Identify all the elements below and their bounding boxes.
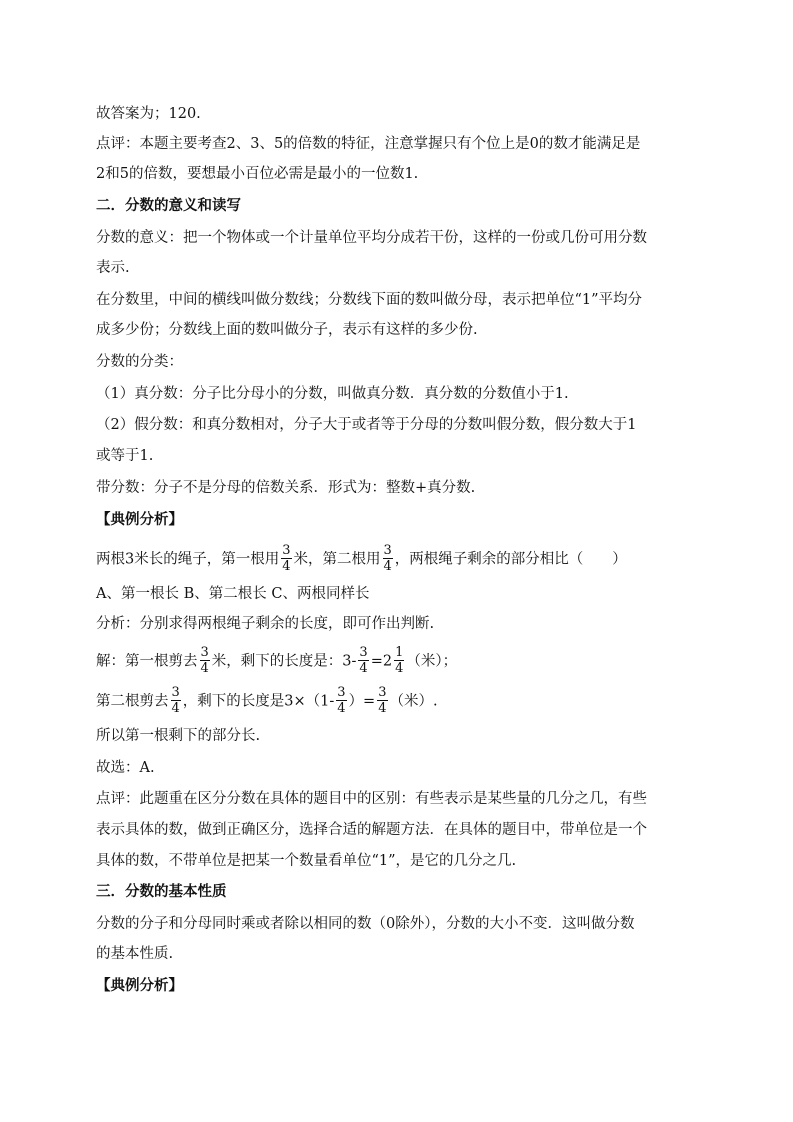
solution-line [96, 646, 706, 677]
fraction-numerator: 3 [359, 645, 368, 660]
comment-line: 表示具体的数，做到正确区分，选择合适的解题方法．在具体的题目中，带单位是一个 [96, 822, 647, 838]
fraction-denominator: 4 [171, 701, 180, 716]
answer-line: 故答案为；120. [96, 106, 201, 122]
example-heading: 【典例分析】 [96, 977, 183, 994]
comment-line: 点评：本题主要考查2、3、5的倍数的特征，注意掌握只有个位上是0的数才能满足是 [96, 136, 641, 152]
text-span: =2 [370, 653, 393, 670]
fraction-numerator: 3 [378, 685, 387, 700]
paragraph-line: 的基本性质. [96, 946, 174, 962]
paragraph-line: 表示. [96, 260, 130, 276]
paragraph-line: 分数的分类： [96, 354, 183, 370]
answer-line: 故选：A. [96, 760, 155, 776]
comment-line: 点评：此题重在区分分数在具体的题目中的区别：有些表示是某些量的几分之几，有些 [96, 791, 647, 807]
text-span: （米）. [389, 693, 438, 710]
question-line [96, 544, 706, 575]
text-span: ，两根绳子剩余的部分相比（ ） [394, 551, 627, 568]
paragraph-line: （2）假分数：和真分数相对，分子大于或者等于分母的分数叫假分数，假分数大于1 [96, 417, 637, 433]
section-heading: 三．分数的基本性质 [96, 883, 227, 900]
fraction-denominator: 4 [200, 661, 209, 676]
paragraph-line: 分数的意义：把一个物体或一个计量单位平均分成若干份，这样的一份或几份可用分数 [96, 230, 647, 246]
paragraph-line: 成多少份；分数线上面的数叫做分子，表示有这样的多少份. [96, 322, 478, 338]
fraction-denominator: 4 [383, 559, 392, 574]
comment-line: 具体的数，不带单位是把某一个数量看单位“1”，是它的几分之几. [96, 853, 517, 869]
fraction [281, 543, 291, 574]
fraction-denominator: 4 [395, 661, 404, 676]
fraction [377, 685, 387, 716]
fraction-denominator: 4 [337, 701, 346, 716]
paragraph-line: （1）真分数：分子比分母小的分数，叫做真分数．真分数的分数值小于1. [96, 386, 569, 402]
text-span: ，剩下的长度是3×（1- [182, 693, 335, 710]
fraction-denominator: 4 [378, 701, 387, 716]
paragraph-line: 分数的分子和分母同时乘或者除以相同的数（0除外），分数的大小不变．这叫做分数 [96, 916, 635, 932]
text-span: （米）； [406, 653, 458, 670]
analysis-line: 分析：分别求得两根绳子剩余的长度，即可作出判断. [96, 616, 435, 632]
comment-line: 2和5的倍数，要想最小百位必需是最小的一位数1. [96, 166, 419, 182]
text-span: 米，第二根用 [293, 551, 381, 568]
fraction-numerator: 1 [395, 645, 404, 660]
fraction-numerator: 3 [383, 543, 392, 558]
fraction [336, 685, 346, 716]
fraction [383, 543, 393, 574]
fraction-denominator: 4 [282, 559, 291, 574]
paragraph-line: 在分数里，中间的横线叫做分数线；分数线下面的数叫做分母，表示把单位“1”平均分 [96, 292, 643, 308]
text-span: 两根3米长的绳子，第一根用 [96, 551, 280, 568]
paragraph-line: 或等于1. [96, 448, 154, 464]
fraction-numerator: 3 [171, 685, 180, 700]
example-heading: 【典例分析】 [96, 511, 183, 528]
fraction-numerator: 3 [337, 685, 346, 700]
paragraph-line: 带分数：分子不是分母的倍数关系．形式为：整数+真分数. [96, 480, 476, 496]
conclusion-line: 所以第一根剩下的部分长. [96, 728, 261, 744]
text-span: 第二根剪去 [96, 693, 169, 710]
fraction [171, 685, 181, 716]
fraction [394, 645, 404, 676]
options-line: A、第一根长 B、第二根长 C、两根同样长 [96, 586, 370, 602]
section-heading: 二．分数的意义和读写 [96, 197, 241, 214]
fraction-numerator: 3 [282, 543, 291, 558]
fraction-numerator: 3 [200, 645, 209, 660]
fraction [358, 645, 368, 676]
text-span: 解：第一根剪去 [96, 653, 198, 670]
text-span: 米，剩下的长度是：3- [211, 653, 357, 670]
fraction-denominator: 4 [359, 661, 368, 676]
text-span: ）= [348, 693, 376, 710]
fraction [200, 645, 210, 676]
solution-line [96, 686, 706, 717]
